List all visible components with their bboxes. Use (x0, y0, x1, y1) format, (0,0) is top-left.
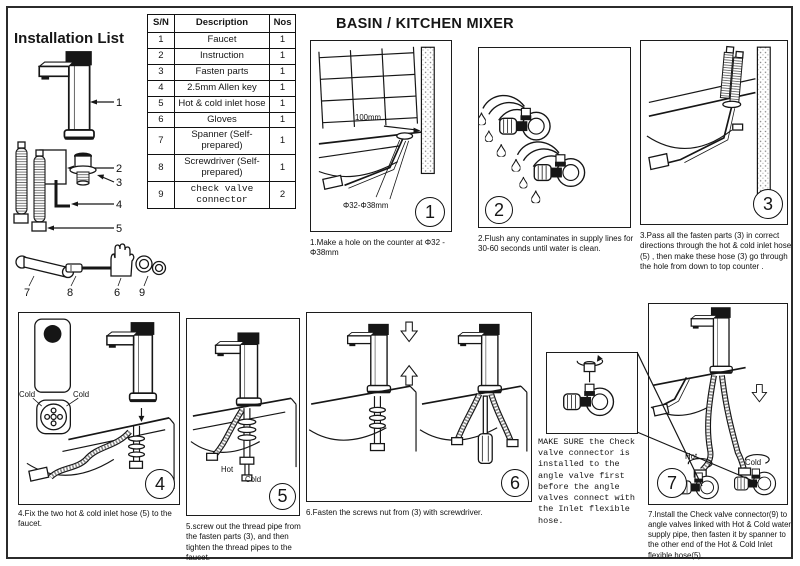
parts-row (148, 112, 296, 128)
parts-row (148, 182, 296, 209)
step-5-caption: 5.screw out the thread pipe from the fasten parts (3), and then tighten the thread pipes to the faucet. (186, 522, 301, 563)
callout-1: 1 (116, 97, 123, 109)
check-valve-connectors-figure (136, 256, 166, 275)
part-qty: 1 (270, 96, 296, 112)
part-sn: 4 (148, 80, 175, 96)
callout-7: 7 (24, 287, 31, 298)
step-7-number-badge: 7 (657, 468, 687, 498)
hoses-figure (14, 142, 46, 231)
hole-diameter-label: Φ32-Φ38mm (343, 201, 389, 210)
header-sn: S/N (148, 15, 175, 33)
parts-row (148, 80, 296, 96)
part-sn: 7 (148, 128, 175, 155)
cold-label: Cold (745, 458, 762, 467)
part-qty: 1 (270, 48, 296, 64)
part-qty: 1 (270, 128, 296, 155)
callout-8: 8 (67, 287, 74, 298)
glove-figure (111, 244, 134, 276)
callout-3: 3 (116, 177, 123, 189)
parts-exploded-diagram (10, 46, 168, 298)
step-3-number-badge: 3 (753, 189, 783, 219)
step-2-caption: 2.Flush any contaminates in supply lines for 30-60 seconds until water is clean. (478, 234, 634, 254)
hot-label: Hot (221, 465, 234, 474)
cold-label-left: Cold (19, 390, 36, 399)
part-description: Hot & cold inlet hose (174, 96, 269, 112)
step-6-number-badge: 6 (501, 469, 529, 497)
header-nos: Nos (270, 15, 296, 33)
callout-5: 5 (116, 223, 123, 235)
part-description: Spanner (Self-prepared) (174, 128, 269, 155)
fasten-part-figure (70, 153, 96, 186)
parts-row (148, 32, 296, 48)
part-description: Instruction (174, 48, 269, 64)
part-description: Gloves (174, 112, 269, 128)
part-description: Screwdriver (Self-prepared) (174, 155, 269, 182)
step-4-number-badge: 4 (145, 469, 175, 499)
step-4-caption: 4.Fix the two hot & cold inlet hose (5) to the faucet. (18, 509, 172, 529)
part-description: Fasten parts (174, 64, 269, 80)
screwdriver-figure (66, 264, 112, 272)
parts-row (148, 64, 296, 80)
part-qty: 1 (270, 155, 296, 182)
callout-6: 6 (114, 287, 121, 298)
part-qty: 1 (270, 80, 296, 96)
step-1-number-badge: 1 (415, 197, 445, 227)
check-valve-connector-illustration (547, 353, 637, 433)
parts-row (148, 48, 296, 64)
part-sn: 8 (148, 155, 175, 182)
step-6-caption: 6.Fasten the screws nut from (3) with screwdriver. (306, 508, 483, 517)
step-4-panel (18, 312, 180, 505)
parts-row (148, 128, 296, 155)
header-description: Description (174, 15, 269, 33)
step-5-panel (186, 318, 300, 516)
step-6-illustration (307, 313, 531, 501)
part-description: Faucet (174, 32, 269, 48)
part-sn: 1 (148, 32, 175, 48)
callout-9: 9 (139, 287, 146, 298)
step-2-panel (478, 47, 631, 228)
step-1-caption: 1.Make a hole on the counter at Φ32 - Φ38mm (310, 238, 445, 258)
page-title: BASIN / KITCHEN MIXER (336, 16, 514, 32)
step-3-caption: 3.Pass all the fasten parts (3) in correct directions through the hot & cold inlet hose (5) , then make these hose (3) go through the hole from down to top counter . (640, 231, 792, 272)
part-sn: 9 (148, 182, 175, 209)
parts-row (148, 96, 296, 112)
part-description: 2.5mm Allen key (174, 80, 269, 96)
parts-table (147, 14, 296, 209)
part-description: check valve connector (174, 182, 269, 209)
step-3-panel (640, 40, 788, 225)
parts-row (148, 155, 296, 182)
part-qty: 1 (270, 64, 296, 80)
part-sn: 2 (148, 48, 175, 64)
callout-2: 2 (116, 163, 123, 175)
installation-list-title: Installation List (14, 30, 125, 47)
step-5-number-badge: 5 (269, 483, 296, 510)
cold-label-right: Cold (73, 390, 90, 399)
step-6-panel (306, 312, 532, 502)
part-sn: 5 (148, 96, 175, 112)
parts-header-row (148, 15, 296, 33)
part-sn: 3 (148, 64, 175, 80)
depth-dimension-label: 100mm (355, 113, 381, 122)
step-7-caption: 7.Install the Check valve connector(9) to angle valves linked with Hot & Cold water supply pipe, then fasten it by spanner to the other end of the Hot & Cold Inlet flexible hose(5). (648, 510, 792, 560)
part-qty: 2 (270, 182, 296, 209)
part-qty: 1 (270, 112, 296, 128)
step-1-panel (310, 40, 452, 232)
hot-label: Hot (685, 452, 698, 461)
cold-label: Cold (245, 475, 262, 484)
step-7-panel (648, 303, 788, 505)
note-text: MAKE SURE the Check valve connector is installed to the angle valve first before the angle valves connect with the Inlet flexible hose. (538, 437, 635, 526)
part-qty: 1 (270, 32, 296, 48)
note-inset-box (546, 352, 638, 434)
part-sn: 6 (148, 112, 175, 128)
spanner-figure (16, 256, 74, 278)
step-2-number-badge: 2 (485, 196, 513, 224)
callout-4: 4 (116, 199, 123, 211)
